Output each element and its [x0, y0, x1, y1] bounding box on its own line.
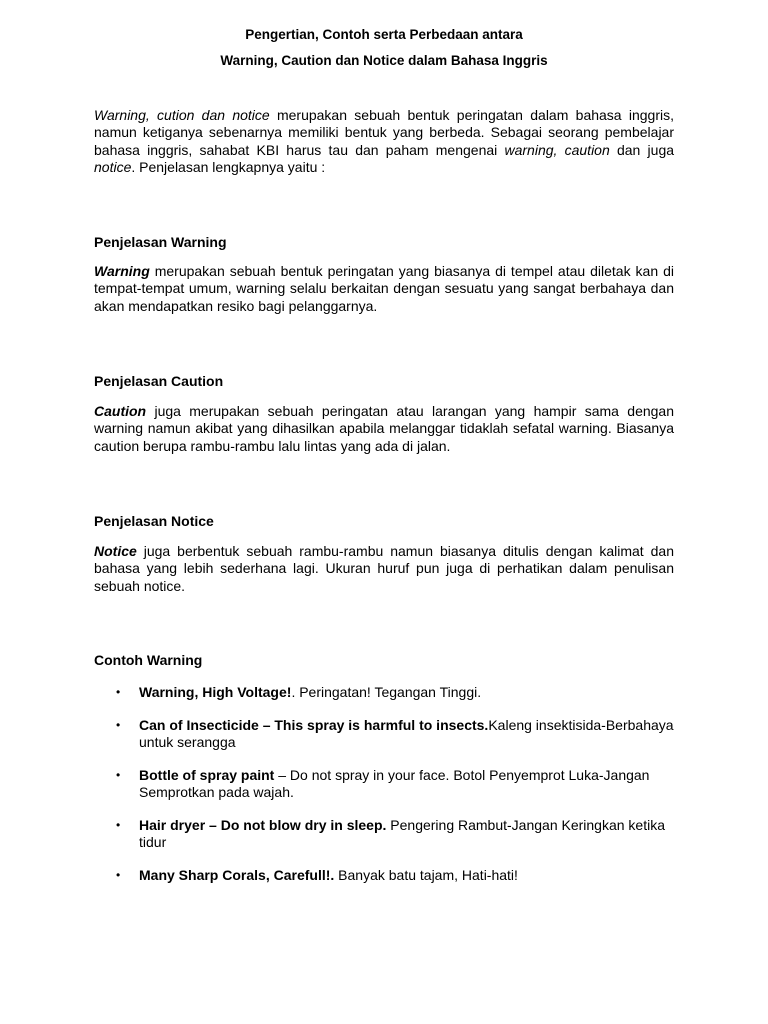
heading-examples: Contoh Warning — [94, 652, 203, 668]
caution-body: juga merupakan sebuah peringatan atau larangan yang hampir sama dengan warning namun akibat yang dihasilkan apabila melanggar tidaklah sefatal warning. Biasanya caution berupa rambu-rambu lalu lintas yang ada di jalan. — [94, 403, 674, 454]
intro-emphasis-2: warning, caution — [504, 141, 610, 158]
list-item — [94, 817, 674, 851]
intro-paragraph — [94, 107, 674, 177]
example-bold: Warning, High Voltage! — [139, 684, 292, 700]
heading-warning: Penjelasan Warning — [94, 234, 227, 250]
list-item — [94, 684, 674, 701]
example-bold: Bottle of spray paint — [139, 767, 275, 783]
bullet-icon: • — [116, 818, 121, 832]
intro-emphasis: Warning, cution dan notice — [94, 107, 270, 123]
example-text: – Do not spray in your face. Botol Penyemprot Luka-Jangan Semprotkan pada wajah. — [139, 767, 650, 800]
intro-emphasis-3: notice — [94, 159, 132, 176]
intro-text-3: . Penjelasan lengkapnya yaitu : — [131, 159, 326, 176]
warning-paragraph — [94, 263, 674, 315]
notice-paragraph — [94, 543, 674, 595]
list-item — [94, 767, 674, 801]
bullet-icon: • — [116, 768, 121, 782]
list-item — [94, 867, 674, 884]
notice-body: juga berbentuk sebuah rambu-rambu namun biasanya ditulis dengan kalimat dan bahasa yang lebih sederhana lagi. Ukuran huruf pun juga di perhatikan dalam penulisan sebuah notice. — [94, 543, 674, 594]
list-item — [94, 717, 674, 751]
example-bold: Hair dryer – Do not blow dry in sleep. — [139, 817, 387, 833]
example-text: Kaleng insektisida-Berbahaya untuk serangga — [139, 717, 674, 750]
bullet-icon: • — [116, 868, 121, 882]
intro-text-2: dan juga — [609, 141, 675, 158]
caution-term: Caution — [94, 403, 147, 419]
intro-text-1: merupakan sebuah bentuk peringatan dalam bahasa inggris, namun ketiganya sebenarnya memiliki bentuk yang berbeda. Sebagai seorang pembelajar bahasa inggris, sahabat KBI harus tau dan paham mengenai — [94, 107, 675, 158]
notice-term: Notice — [94, 543, 137, 559]
bullet-icon: • — [116, 685, 121, 699]
title-line-1: Pengertian, Contoh serta Perbedaan antara — [245, 27, 523, 42]
heading-caution: Penjelasan Caution — [94, 373, 224, 389]
warning-body: merupakan sebuah bentuk peringatan yang biasanya di tempel atau diletak kan di tempat-tempat umum, warning selalu berkaitan dengan sesuatu yang sangat berbahaya dan akan mendapatkan resiko bagi pelanggarnya. — [94, 263, 674, 314]
example-bold: Can of Insecticide – This spray is harmful to insects. — [139, 717, 489, 733]
heading-notice: Penjelasan Notice — [94, 513, 214, 529]
example-bold: Many Sharp Corals, Carefull!. — [139, 867, 335, 883]
example-text: Pengering Rambut-Jangan Keringkan ketika tidur — [139, 817, 666, 850]
example-text: . Peringatan! Tegangan Tinggi. — [291, 684, 482, 700]
title-line-2: Warning, Caution dan Notice dalam Bahasa Inggris — [220, 53, 548, 68]
caution-paragraph — [94, 403, 674, 455]
example-text: Banyak batu tajam, Hati-hati! — [334, 867, 518, 883]
warning-term: Warning — [94, 263, 150, 279]
examples-list — [94, 684, 674, 900]
bullet-icon: • — [116, 718, 121, 732]
